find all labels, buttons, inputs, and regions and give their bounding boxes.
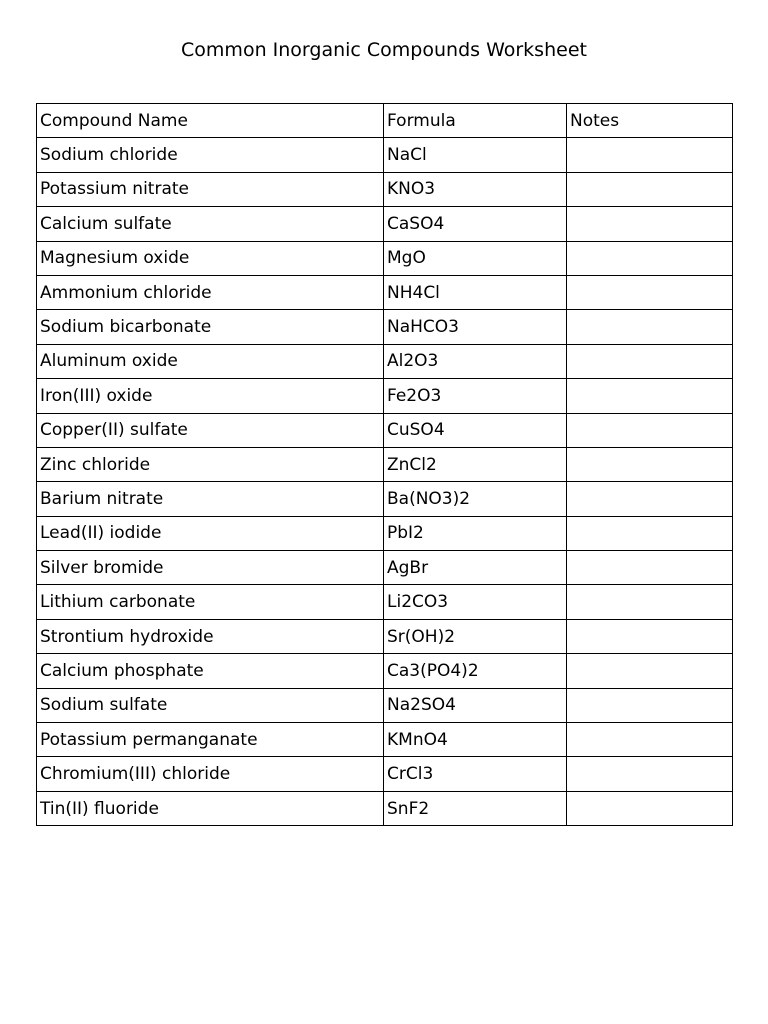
notes-cell xyxy=(567,172,733,206)
notes-cell xyxy=(567,654,733,688)
notes-cell xyxy=(567,791,733,825)
compound-name-cell: Potassium permanganate xyxy=(37,723,384,757)
formula-cell: Sr(OH)2 xyxy=(384,619,567,653)
notes-cell xyxy=(567,688,733,722)
table-row xyxy=(37,379,733,413)
page-title: Common Inorganic Compounds Worksheet xyxy=(181,39,587,61)
table-body xyxy=(37,138,733,826)
notes-cell xyxy=(567,585,733,619)
notes-cell xyxy=(567,757,733,791)
compound-name-cell: Lithium carbonate xyxy=(37,585,384,619)
compound-name-cell: Strontium hydroxide xyxy=(37,619,384,653)
compound-name-cell: Barium nitrate xyxy=(37,482,384,516)
notes-cell xyxy=(567,413,733,447)
compound-name-cell: Copper(II) sulfate xyxy=(37,413,384,447)
compounds-table xyxy=(36,103,733,826)
formula-cell: Li2CO3 xyxy=(384,585,567,619)
formula-cell: CaSO4 xyxy=(384,207,567,241)
notes-cell xyxy=(567,275,733,309)
compound-name-cell: Sodium sulfate xyxy=(37,688,384,722)
table-row xyxy=(37,585,733,619)
formula-cell: PbI2 xyxy=(384,516,567,550)
formula-cell: CuSO4 xyxy=(384,413,567,447)
notes-cell xyxy=(567,447,733,481)
header-compound-name: Compound Name xyxy=(37,104,384,138)
table-row xyxy=(37,619,733,653)
compound-name-cell: Calcium phosphate xyxy=(37,654,384,688)
compound-name-cell: Lead(II) iodide xyxy=(37,516,384,550)
compound-name-cell: Magnesium oxide xyxy=(37,241,384,275)
notes-cell xyxy=(567,379,733,413)
formula-cell: AgBr xyxy=(384,551,567,585)
table-row xyxy=(37,344,733,378)
compound-name-cell: Potassium nitrate xyxy=(37,172,384,206)
header-notes: Notes xyxy=(567,104,733,138)
compound-name-cell: Sodium bicarbonate xyxy=(37,310,384,344)
formula-cell: Ba(NO3)2 xyxy=(384,482,567,516)
table-row xyxy=(37,241,733,275)
notes-cell xyxy=(567,619,733,653)
notes-cell xyxy=(567,551,733,585)
formula-cell: MgO xyxy=(384,241,567,275)
table-row xyxy=(37,516,733,550)
notes-cell xyxy=(567,516,733,550)
table-row xyxy=(37,138,733,172)
notes-cell xyxy=(567,344,733,378)
table-row xyxy=(37,275,733,309)
table-row xyxy=(37,723,733,757)
formula-cell: Al2O3 xyxy=(384,344,567,378)
compound-name-cell: Tin(II) fluoride xyxy=(37,791,384,825)
table-row xyxy=(37,207,733,241)
compound-name-cell: Calcium sulfate xyxy=(37,207,384,241)
notes-cell xyxy=(567,241,733,275)
compound-name-cell: Chromium(III) chloride xyxy=(37,757,384,791)
compound-name-cell: Ammonium chloride xyxy=(37,275,384,309)
notes-cell xyxy=(567,482,733,516)
table-row xyxy=(37,310,733,344)
table-row xyxy=(37,482,733,516)
formula-cell: SnF2 xyxy=(384,791,567,825)
formula-cell: KNO3 xyxy=(384,172,567,206)
header-formula: Formula xyxy=(384,104,567,138)
formula-cell: CrCl3 xyxy=(384,757,567,791)
formula-cell: Fe2O3 xyxy=(384,379,567,413)
table-row xyxy=(37,654,733,688)
table-row xyxy=(37,757,733,791)
table-row xyxy=(37,791,733,825)
compound-name-cell: Aluminum oxide xyxy=(37,344,384,378)
compound-name-cell: Silver bromide xyxy=(37,551,384,585)
notes-cell xyxy=(567,207,733,241)
compound-name-cell: Zinc chloride xyxy=(37,447,384,481)
formula-cell: Na2SO4 xyxy=(384,688,567,722)
table-header-row xyxy=(37,104,733,138)
table-row xyxy=(37,447,733,481)
table-row xyxy=(37,688,733,722)
formula-cell: KMnO4 xyxy=(384,723,567,757)
compound-name-cell: Iron(III) oxide xyxy=(37,379,384,413)
table-row xyxy=(37,172,733,206)
compound-name-cell: Sodium chloride xyxy=(37,138,384,172)
table-row xyxy=(37,413,733,447)
formula-cell: ZnCl2 xyxy=(384,447,567,481)
formula-cell: NH4Cl xyxy=(384,275,567,309)
notes-cell xyxy=(567,138,733,172)
formula-cell: NaCl xyxy=(384,138,567,172)
notes-cell xyxy=(567,723,733,757)
table-row xyxy=(37,551,733,585)
formula-cell: NaHCO3 xyxy=(384,310,567,344)
formula-cell: Ca3(PO4)2 xyxy=(384,654,567,688)
notes-cell xyxy=(567,310,733,344)
